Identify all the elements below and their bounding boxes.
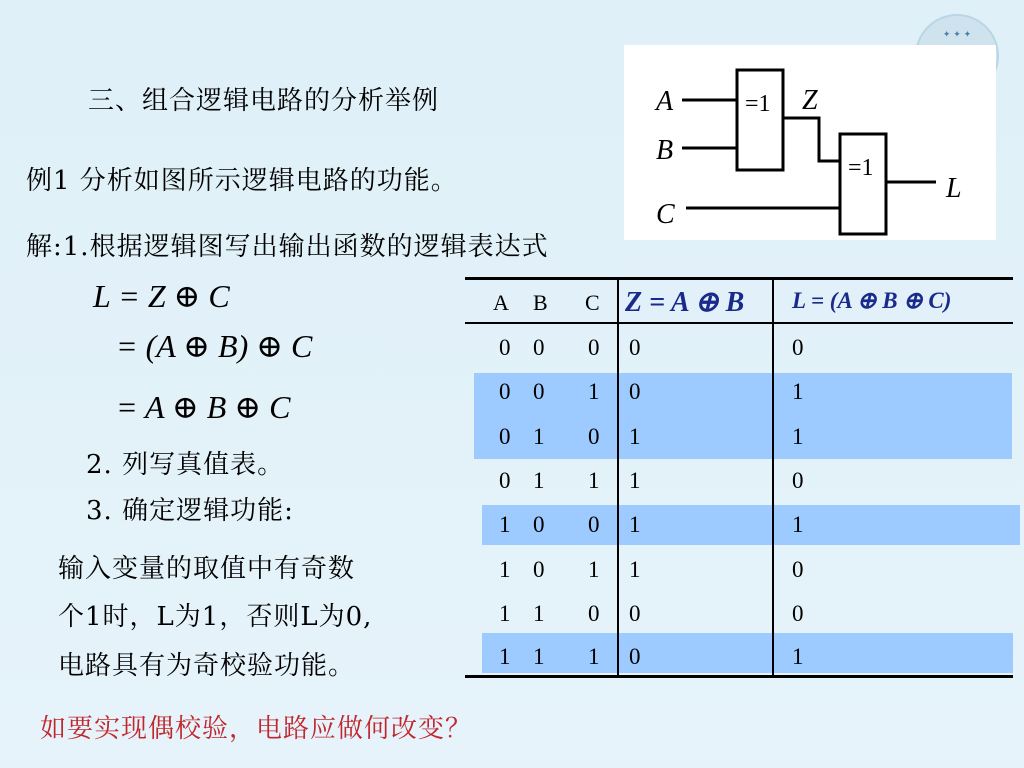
cell-a: 1 (499, 601, 511, 626)
table-vline-2 (772, 277, 774, 677)
cell-a: 0 (499, 468, 511, 493)
cell-b: 1 (533, 644, 545, 669)
cell-b: 0 (533, 335, 545, 360)
table-bottom-rule (465, 675, 1013, 678)
input-a-label: A (656, 86, 674, 117)
cell-l: 1 (792, 379, 804, 404)
highlight-row-8 (482, 633, 1013, 673)
output-l-label: L (946, 173, 962, 204)
cell-z: 1 (629, 512, 641, 537)
cell-z: 1 (629, 468, 641, 493)
xor-gate-1 (737, 70, 783, 170)
cell-c: 1 (588, 468, 600, 493)
cell-a: 0 (499, 424, 511, 449)
table-vline-1 (617, 277, 619, 677)
highlight-row-3 (474, 417, 1012, 459)
step-1-text: 1.根据逻辑图写出输出函数的逻辑表达式 (62, 232, 549, 262)
highlight-row-2 (474, 373, 1012, 417)
cell-z: 1 (629, 424, 641, 449)
equation-3: = A ⊕ B ⊕ C (116, 389, 291, 425)
cell-c: 1 (588, 379, 600, 404)
solution-prefix: 解: (26, 232, 63, 262)
follow-up-question: 如要实现偶校验，电路应做何改变？ (40, 714, 473, 744)
cell-z: 0 (629, 335, 641, 360)
cell-b: 0 (533, 512, 545, 537)
cell-b: 1 (533, 468, 545, 493)
table-top-rule (465, 277, 1013, 280)
truth-table (465, 277, 1013, 679)
cell-c: 0 (588, 512, 600, 537)
solution-step-3: 3. 确定逻辑功能: (86, 496, 294, 526)
cell-c: 1 (588, 557, 600, 582)
intermediate-z-label: Z (802, 85, 818, 116)
cell-z: 0 (629, 644, 641, 669)
cell-l: 0 (792, 557, 804, 582)
xor-gate-2 (840, 134, 886, 234)
cell-a: 1 (499, 512, 511, 537)
equation-1: L = Z ⊕ C (93, 278, 230, 314)
gate-1-label: =1 (745, 91, 771, 117)
logo-emblem-icon: ✦ ✦ ✦ (942, 30, 972, 40)
cell-l: 0 (792, 601, 804, 626)
header-a: A (493, 290, 509, 315)
cell-a: 1 (499, 557, 511, 582)
conclusion-line-2: 个1时，L为1，否则L为0, (58, 602, 373, 632)
logic-circuit-diagram (624, 45, 996, 240)
cell-b: 0 (533, 557, 545, 582)
gate-2-label: =1 (848, 155, 874, 181)
cell-b: 1 (533, 424, 545, 449)
input-b-label: B (656, 135, 674, 166)
cell-c: 1 (588, 644, 600, 669)
cell-c: 0 (588, 335, 600, 360)
header-z-expr: Z = A ⊕ B (625, 287, 745, 318)
circuit-svg (624, 45, 996, 240)
cell-z: 0 (629, 601, 641, 626)
cell-c: 0 (588, 601, 600, 626)
wire-z (783, 118, 840, 161)
cell-a: 0 (499, 379, 511, 404)
solution-step-2: 2. 列写真值表。 (86, 450, 285, 480)
cell-l: 1 (792, 512, 804, 537)
equation-2: = (A ⊕ B) ⊕ C (116, 328, 313, 364)
cell-a: 0 (499, 335, 511, 360)
header-l-expr: L = (A ⊕ B ⊕ C) (792, 288, 952, 313)
cell-l: 0 (792, 468, 804, 493)
solution-step-1 (26, 226, 549, 263)
cell-c: 0 (588, 424, 600, 449)
header-c: C (585, 290, 600, 315)
input-c-label: C (656, 199, 675, 230)
conclusion-line-1: 输入变量的取值中有奇数 (58, 554, 356, 584)
example-statement: 例1 分析如图所示逻辑电路的功能。 (26, 166, 458, 196)
conclusion-line-3: 电路具有为奇校验功能。 (58, 651, 356, 681)
section-heading: 三、组合逻辑电路的分析举例 (88, 86, 440, 116)
cell-z: 0 (629, 379, 641, 404)
cell-l: 1 (792, 424, 804, 449)
cell-l: 1 (792, 644, 804, 669)
header-b: B (533, 290, 548, 315)
cell-b: 1 (533, 601, 545, 626)
cell-z: 1 (629, 557, 641, 582)
table-header-rule (465, 322, 1013, 324)
highlight-row-5 (482, 505, 1020, 545)
cell-l: 0 (792, 335, 804, 360)
cell-a: 1 (499, 644, 511, 669)
cell-b: 0 (533, 379, 545, 404)
